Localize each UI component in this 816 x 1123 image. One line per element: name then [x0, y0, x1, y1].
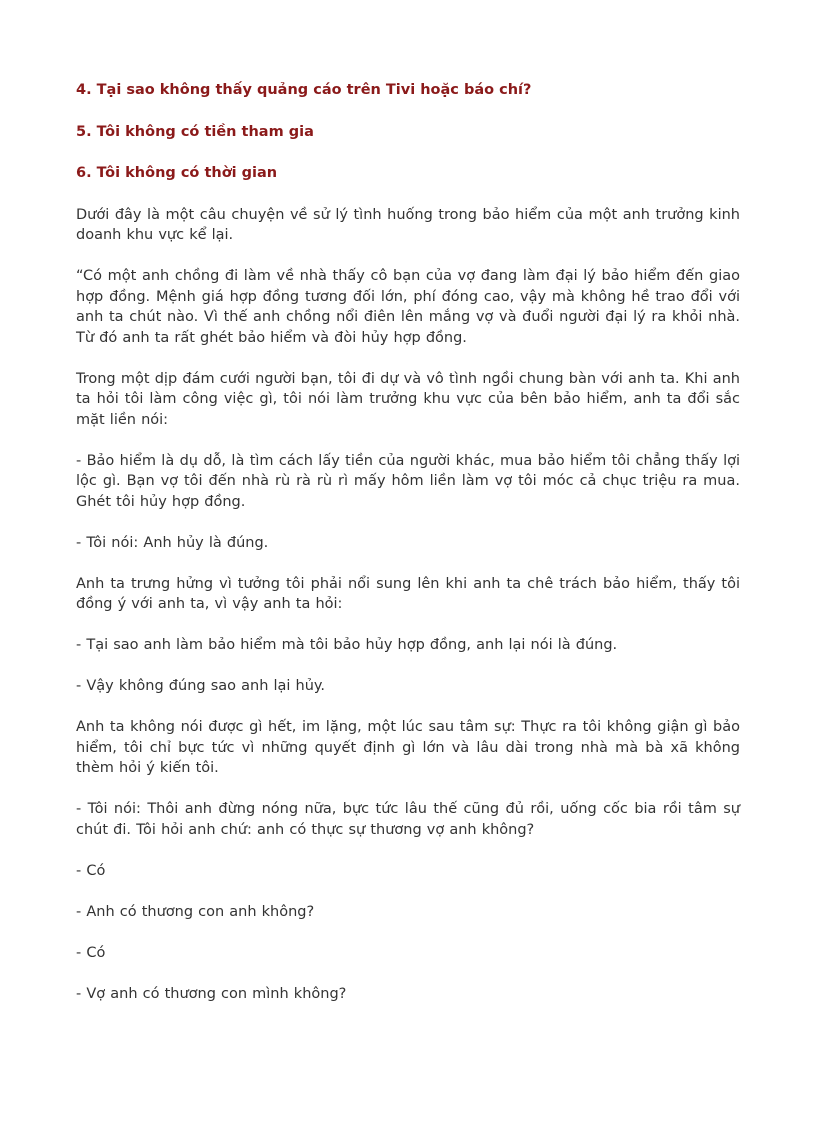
dialogue-line: - Tôi nói: Anh hủy là đúng. — [76, 534, 269, 551]
story-paragraph: “Có một anh chồng đi làm về nhà thấy cô bạn của vợ đang làm đại lý bảo hiểm đến giao hợp đồng. Mệnh giá hợp đồng tương đối lớn, phí đóng cao, vậy mà không hề trao đổi với anh ta chút nào. Vì thế anh chồng nổi điên lên mắng vợ và đuổi người đại lý ra khỏi nhà. Từ đó anh ta rất ghét bảo hiểm và đòi hủy hợp đồng. — [76, 268, 740, 346]
intro-paragraph: Dưới đây là một câu chuyện về sử lý tình huống trong bảo hiểm của một anh trưởng kinh doanh khu vực kể lại. — [76, 206, 740, 243]
section-heading-4: 4. Tại sao không thấy quảng cáo trên Tivi hoặc báo chí? — [76, 82, 532, 98]
dialogue-line: - Vợ anh có thương con mình không? — [76, 985, 347, 1002]
section-heading-5: 5. Tôi không có tiền tham gia — [76, 123, 314, 140]
dialogue-line: - Tại sao anh làm bảo hiểm mà tôi bảo hủy hợp đồng, anh lại nói là đúng. — [76, 637, 618, 653]
section-heading-6: 6. Tôi không có thời gian — [76, 165, 278, 181]
dialogue-line: - Vậy không đúng sao anh lại hủy. — [76, 678, 326, 694]
dialogue-line: - Có — [76, 944, 106, 961]
dialogue-line: - Bảo hiểm là dụ dỗ, là tìm cách lấy tiền của người khác, mua bảo hiểm tôi chẳng thấy lợi lộc gì. Bạn vợ tôi đến nhà rù rà rù rì mấy hôm liền làm vợ tôi móc cả chục triệu ra mua. Ghét tôi hủy hợp đồng. — [76, 452, 740, 510]
document-page — [76, 80, 740, 1025]
story-paragraph: Anh ta trưng hửng vì tưởng tôi phải nổi sung lên khi anh ta chê trách bảo hiểm, thấy tôi đồng ý với anh ta, vì vậy anh ta hỏi: — [76, 575, 740, 612]
story-paragraph: Anh ta không nói được gì hết, im lặng, một lúc sau tâm sự: Thực ra tôi không giận gì bảo hiểm, tôi chỉ bực tức vì những quyết định gì lớn và lâu dài trong nhà mà bà xã không thèm hỏi ý kiến tôi. — [76, 719, 740, 776]
dialogue-line: - Anh có thương con anh không? — [76, 903, 315, 920]
dialogue-line: - Tôi nói: Thôi anh đừng nóng nữa, bực tức lâu thế cũng đủ rồi, uống cốc bia rồi tâm sự chút đi. Tôi hỏi anh chứ: anh có thực sự thương vợ anh không? — [76, 801, 740, 838]
story-paragraph: Trong một dịp đám cưới người bạn, tôi đi dự và vô tình ngồi chung bàn với anh ta. Khi anh ta hỏi tôi làm công việc gì, tôi nói làm trưởng khu vực của bên bảo hiểm, anh ta đổi sắc mặt liền nói: — [76, 370, 740, 428]
dialogue-line: - Có — [76, 862, 106, 879]
